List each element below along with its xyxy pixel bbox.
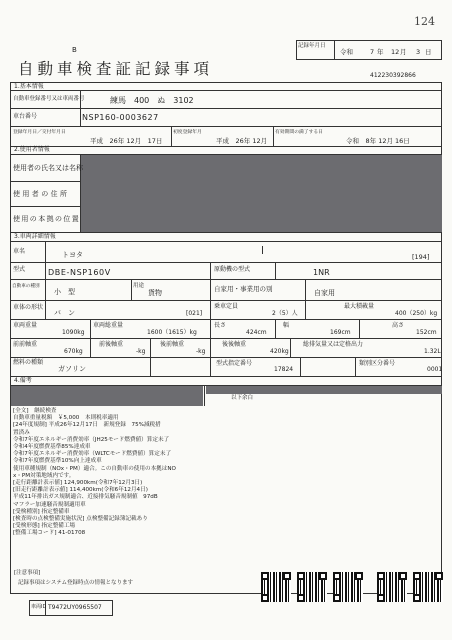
qr-code-4 [377,572,407,602]
plate-label: 自動車登録番号又は車両番号 [13,96,85,102]
record-date-year-unit: 年 [377,48,384,56]
remarks-line: 自動車重量税額 ￥5,000 本則税率適用 [13,415,119,422]
max-load-label: 最大積載量 [344,303,375,310]
use-label: 用途 [133,283,145,289]
maker-code: [194] [412,253,430,261]
type-no-label: 型式指定番号 [216,360,253,367]
remarks-left-redaction [11,386,203,406]
notice-heading: [注意事項] [14,570,41,576]
remarks-line: 令和7年度エネルギー消費効率（WLTCモード燃費値）算定未了 [13,451,172,458]
rear-rear-axle-label: 後後軸重 [222,341,247,348]
shape-code: [021] [186,310,203,317]
fuel-value: ガソリン [58,365,86,373]
kind-label: 自動車の種別 [12,284,40,289]
record-date-year: 7 [370,48,375,56]
displacement-value: 1.32L [424,348,441,355]
notice-text: 記録事項はシステム登録時点の情報となります [18,580,133,586]
shape-value: バ ン [54,309,75,317]
user-info-redaction [81,155,442,232]
front-rear-axle-value: -kg [136,348,146,355]
front-rear-axle-label: 前後軸重 [99,341,124,348]
fuel-label: 燃料の種類 [13,359,44,366]
rear-front-axle-value: -kg [196,348,206,355]
plate-value: 練馬 400 ぬ 3102 [110,96,194,105]
vehicle-id-value: T9472UY0965507 [48,604,102,611]
use-type-label: 自家用・事業用の別 [214,285,273,293]
model-value: DBE-NSP160V [48,268,111,277]
record-date-label: 記録年月日 [298,43,326,49]
remarks-right-redaction [206,386,442,394]
record-date-month-unit: 月 [400,48,407,56]
remarks-line: 置済み [13,429,30,436]
model-label: 型式 [13,266,26,273]
expiry-value: 令和 8年 12月 16日 [346,137,410,145]
maker-label: 車名 [13,248,26,255]
remarks-line: [走行距離計表示値] 124,900km(令和7年12月3日) [13,480,143,487]
displacement-label: 総排気量又は定格出力 [303,341,364,348]
gross-label: 車両総重量 [93,322,124,329]
weight-value: 1090kg [62,329,85,336]
width-label: 幅 [283,322,290,329]
class-no-label: 類別区分番号 [359,360,396,367]
remarks-line: 令和4年度燃費基準85%達成車 [13,444,91,451]
user-address-label: 使用者の住所 [13,190,70,198]
engine-value: 1NR [313,268,330,277]
remarks-line: [24年度規制] 平成26年12月17日 新規登録 75%減税措 [13,422,161,429]
reg-date-label: 登録年月日／交付年月日 [13,130,66,135]
remarks-line: マフラー加速騒音規制適用車 [13,501,86,508]
height-label: 高さ [392,322,405,329]
reg-date-value: 平成 26年 12月 17日 [90,137,163,145]
remarks-line: x・PM対策地域内です。 [13,472,75,479]
qr-code-2 [297,572,327,602]
section-user-heading: 2.使用者情報 [14,146,50,153]
remarks-line: 令和7年度燃費基準10%向上達成車 [13,458,102,465]
length-label: 長さ [214,322,227,329]
remarks-list [13,408,243,538]
section-remarks-heading: 4.備考 [14,377,32,384]
record-date-era: 令和 [340,48,353,56]
remarks-line: [受検形態] 指定整備工場 [13,523,76,530]
remarks-blank-marker: 以下余白 [231,395,254,401]
section-vehicle-heading: 3.車両詳細情報 [14,233,56,240]
max-load-value: 400（250）kg [395,310,438,317]
vin-label: 車台番号 [13,113,38,120]
front-front-axle-value: 670kg [64,348,83,355]
remarks-line: 令和7年度エネルギー消費効率（JH25モード燃費値）算定未了 [13,436,170,443]
document-serial: 412230392866 [370,72,416,79]
record-date-month: 12 [391,48,400,56]
engine-label: 原動機の型式 [214,266,251,273]
section-basic-heading: 1.基本情報 [14,83,44,90]
capacity-label: 乗車定員 [214,303,239,310]
class-no-value: 0001 [427,366,443,373]
expiry-label: 有効期間の満了する日 [275,130,323,135]
rear-rear-axle-value: 420kg [270,348,289,355]
width-value: 169cm [330,329,351,336]
vehicle-id-label: 車両ID [31,604,47,610]
vin-value: NSP160-0003627 [82,113,159,122]
use-type-value: 自家用 [314,289,335,297]
record-date-day: 3 [416,48,421,56]
rear-front-axle-label: 後前軸重 [160,341,185,348]
weight-label: 車両重量 [13,322,38,329]
remarks-line: [旧走行距離計表示値] 114,400km(令和6年12月4日) [13,487,148,494]
header-letter: B [72,46,77,54]
qr-code-3 [333,572,363,602]
use-value: 貨物 [148,289,162,297]
document-title: 自動車検査証記録事項 [18,60,214,78]
remarks-line: 平成11年排出ガス規制適合、近接排気騒音規制値 97dB [13,494,158,501]
qr-code-5 [413,572,443,602]
qr-code-1 [261,572,291,602]
remarks-line: [全文] 継続検査 [13,408,57,414]
kind-value: 小 型 [54,288,75,296]
capacity-value: 2（5）人 [272,310,298,317]
user-name-label: 使用者の氏名又は名称 [13,164,83,172]
length-value: 424cm [246,329,267,336]
remarks-line: [整備工場コード] 41-01708 [13,530,86,537]
record-date-day-unit: 日 [425,48,432,56]
remarks-line: [検査時の点検整備実施状況] 点検整備記録簿記載あり [13,516,148,523]
remarks-line: 使用車種規制（NOx・PM）適合。この自動車の使用の本拠はNO [13,465,176,472]
remarks-line: [受検種別] 指定整備車 [13,508,70,515]
gross-value: 1600（1615）kg [147,329,197,336]
first-reg-label: 初度登録年月 [173,130,202,135]
first-reg-value: 平成 26年 12月 [216,137,268,145]
corner-handwritten-number: 124 [414,15,435,28]
shape-label: 車体の形状 [13,304,44,311]
maker-value: トヨタ [62,251,83,259]
type-no-value: 17824 [274,366,294,373]
front-front-axle-label: 前前軸重 [13,341,38,348]
user-base-label: 使用の本拠の位置 [13,215,81,223]
height-value: 152cm [416,329,437,336]
